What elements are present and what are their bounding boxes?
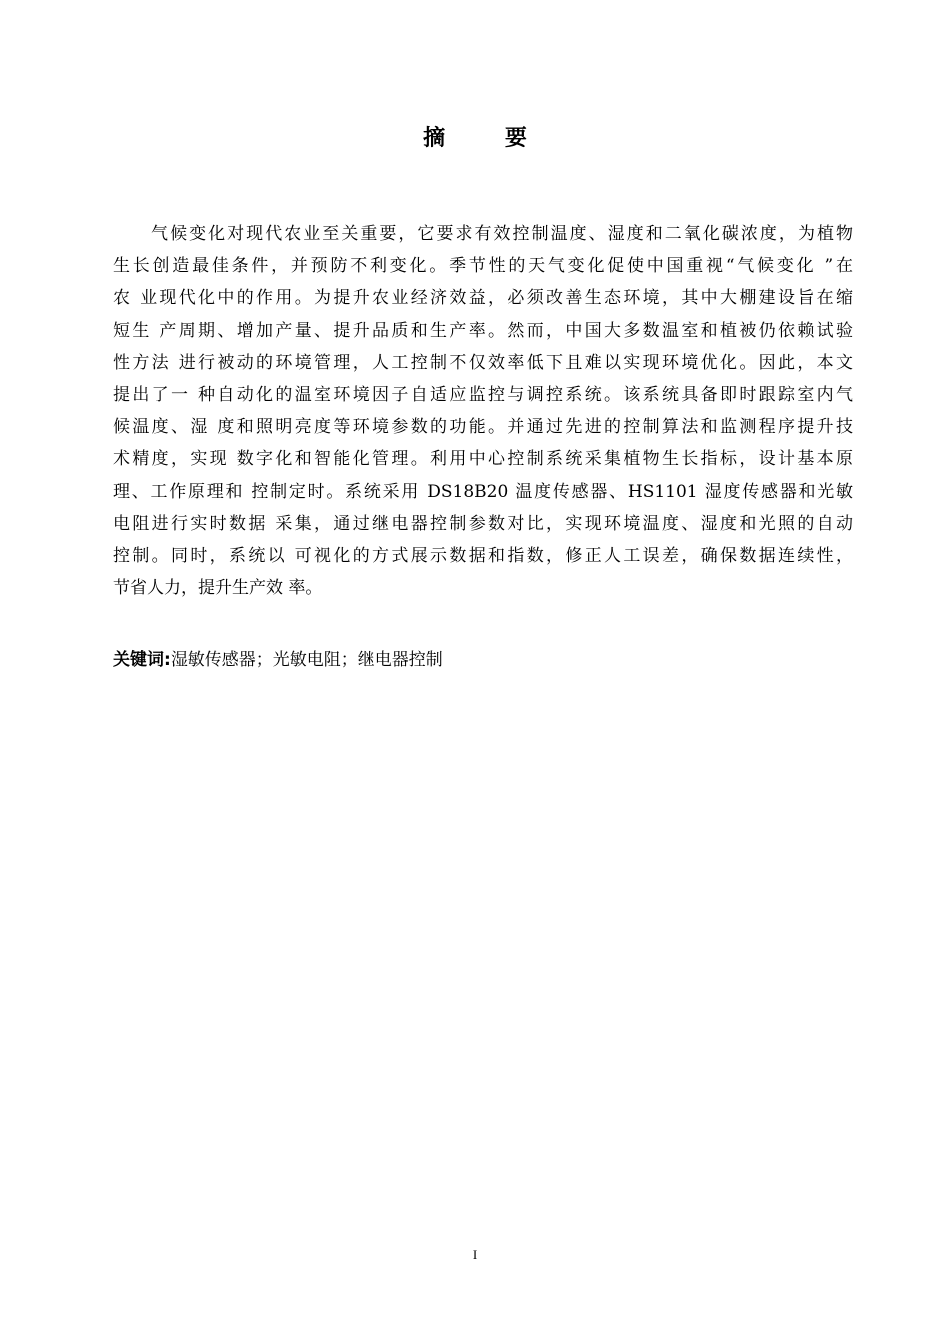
abstract-line: 理、工作原理和 控制定时。系统采用 DS18B20 温度传感器、HS1101 湿度传感器和光敏 — [113, 481, 853, 502]
abstract-line: 性方法 进行被动的环境管理，人工控制不仅效率低下且难以实现环境优化。因此，本文 — [113, 352, 853, 373]
abstract-line: 术精度，实现 数字化和智能化管理。利用中心控制系统采集植物生长指标，设计基本原 — [113, 449, 853, 470]
abstract-line: 提出了一 种自动化的温室环境因子自适应监控与调控系统。该系统具备即时跟踪室内气 — [113, 384, 853, 405]
abstract-title: 摘 要 — [423, 126, 553, 151]
abstract-line: 气候变化对现代农业至关重要，它要求有效控制温度、湿度和二氧化碳浓度，为植物 — [113, 224, 853, 244]
abstract-line: 生长创造最佳条件，并预防不利变化。季节性的天气变化促使中国重视“气候变化 ”在 — [113, 256, 853, 277]
abstract-line: 控制。同时，系统以 可视化的方式展示数据和指数，修正人工误差，确保数据连续性， — [113, 545, 853, 566]
abstract-line: 农 业现代化中的作用。为提升农业经济效益，必须改善生态环境，其中大棚建设旨在缩 — [113, 288, 853, 309]
keywords-text: 湿敏传感器；光敏电阻；继电器控制 — [170, 650, 443, 670]
abstract-line: 电阻进行实时数据 采集，通过继电器控制参数对比，实现环境温度、湿度和光照的自动 — [113, 513, 853, 534]
abstract-line: 节省人力，提升生产效 率。 — [113, 578, 323, 599]
keywords-label: 关键词: — [113, 650, 171, 670]
abstract-line: 短生 产周期、增加产量、提升品质和生产率。然而，中国大多数温室和植被仍依赖试验 — [113, 320, 853, 341]
abstract-line: 候温度、湿 度和照明亮度等环境参数的功能。并通过先进的控制算法和监测程序提升技 — [113, 417, 853, 438]
keywords-line — [113, 645, 853, 675]
abstract-body — [113, 218, 853, 604]
page-number: I — [472, 1247, 478, 1262]
